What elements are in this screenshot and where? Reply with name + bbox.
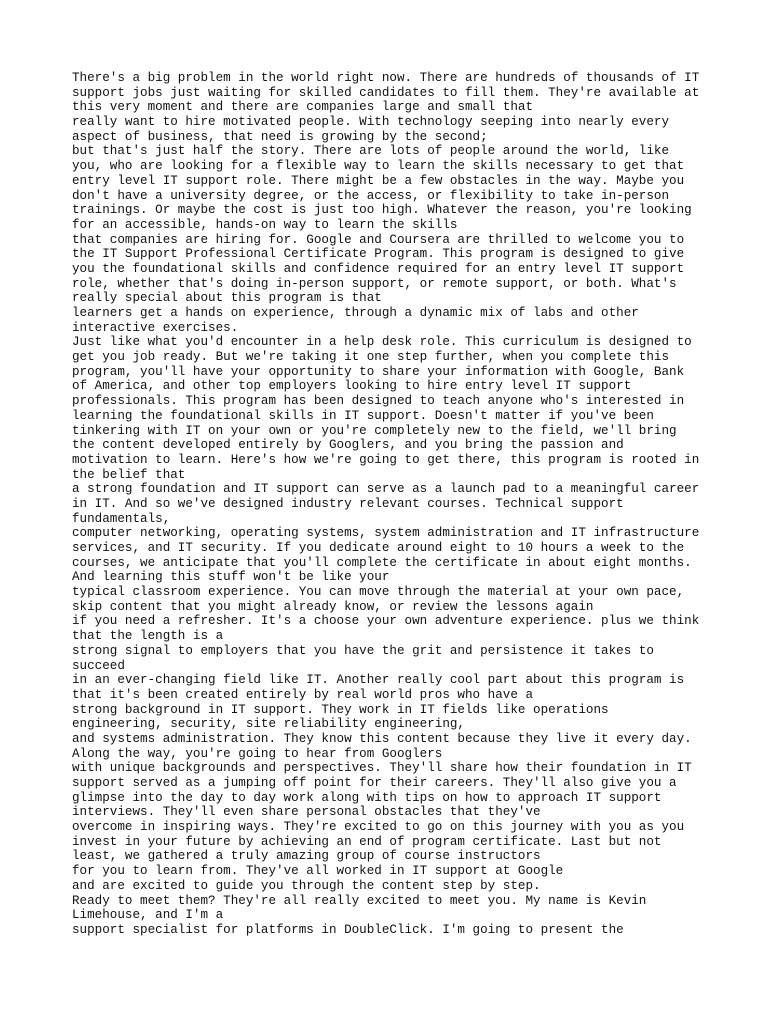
text-line: don't have a university degree, or the access, or flexibility to take in-person <box>72 188 670 203</box>
text-line: role, whether that's doing in-person support, or remote support, or both. What's <box>72 276 677 291</box>
text-line: support served as a jumping off point for their careers. They'll also give you a <box>72 776 677 790</box>
text-line: entry level IT support role. There might be a few obstacles in the way. Maybe you <box>72 173 685 188</box>
text-line: Limehouse, and I'm a <box>72 908 224 923</box>
text-line: get you job ready. But we're taking it one step further, when you complete this <box>72 350 670 365</box>
text-line: but that's just half the story. There are lots of people around the world, like <box>72 144 670 159</box>
text-line: aspect of business, that need is growing by the second; <box>72 129 488 144</box>
text-line: of America, and other top employers looking to hire entry level IT support <box>72 379 632 394</box>
text-line: that the length is a <box>72 629 224 644</box>
text-line: the content developed entirely by Googlers, and you bring the passion and <box>72 438 624 453</box>
text-line: services, and IT security. If you dedicate around eight to 10 hours a week to the <box>72 541 685 555</box>
text-line: Along the way, you're going to hear from Googlers <box>72 746 443 761</box>
text-line: There's a big problem in the world right now. There are hundreds of thousands of IT <box>72 71 700 85</box>
text-line: least, we gathered a truly amazing group of course instructors <box>72 849 541 864</box>
text-line: in an ever-changing field like IT. Another really cool part about this program is <box>72 673 685 688</box>
text-line: and systems administration. They know this content because they live it every day. <box>72 731 692 746</box>
text-line: you, who are looking for a flexible way to learn the skills necessary to get that <box>72 159 685 174</box>
text-line: a strong foundation and IT support can serve as a launch pad to a meaningful career <box>72 482 700 497</box>
text-line: fundamentals, <box>72 511 171 526</box>
text-line: the IT Support Professional Certificate Program. This program is designed to give <box>72 247 685 262</box>
text-line: glimpse into the day to day work along with tips on how to approach IT support <box>72 790 662 805</box>
text-line: interviews. They'll even share personal obstacles that they've <box>72 805 541 820</box>
text-line: this very moment and there are companies large and small that <box>72 100 534 115</box>
text-line: the belief that <box>72 467 186 482</box>
text-line: really want to hire motivated people. With technology seeping into nearly every <box>72 115 670 130</box>
text-line: and are excited to guide you through the content step by step. <box>72 878 541 893</box>
text-line: for an accessible, hands-on way to learn the skills <box>72 217 458 232</box>
text-line: that companies are hiring for. Google and Coursera are thrilled to welcome you to <box>72 232 685 247</box>
text-line: in IT. And so we've designed industry relevant courses. Technical support <box>72 496 624 511</box>
text-line: typical classroom experience. You can move through the material at your own pace, <box>72 585 685 600</box>
text-line: interactive exercises. <box>72 320 239 335</box>
text-line: And learning this stuff won't be like your <box>72 570 390 585</box>
text-line: engineering, security, site reliability engineering, <box>72 717 465 732</box>
text-line: tinkering with IT on your own or you're completely new to the field, we'll bring <box>72 423 677 438</box>
text-line: strong background in IT support. They work in IT fields like operations <box>72 702 609 717</box>
text-line: support specialist for platforms in DoubleClick. I'm going to present the <box>72 922 624 937</box>
text-line: learners get a hands on experience, through a dynamic mix of labs and other <box>72 306 639 320</box>
text-line: for you to learn from. They've all worked in IT support at Google <box>72 864 564 879</box>
text-line: really special about this program is that <box>72 291 382 306</box>
text-line: that it's been created entirely by real world pros who have a <box>72 687 534 702</box>
text-line: with unique backgrounds and perspectives. They'll share how their foundation in IT <box>72 761 692 776</box>
text-line: motivation to learn. Here's how we're going to get there, this program is rooted in <box>72 452 700 467</box>
text-line: if you need a refresher. It's a choose your own adventure experience. plus we think <box>72 614 700 629</box>
text-line: professionals. This program has been designed to teach anyone who's interested in <box>72 394 685 409</box>
document-page <box>72 71 712 938</box>
text-line: trainings. Or maybe the cost is just too high. Whatever the reason, you're looking <box>72 203 692 218</box>
text-line: support jobs just waiting for skilled candidates to fill them. They're available at <box>72 85 700 100</box>
text-line: overcome in inspiring ways. They're excited to go on this journey with you as you <box>72 820 685 835</box>
text-line: you the foundational skills and confidence required for an entry level IT support <box>72 261 685 276</box>
text-line: courses, we anticipate that you'll complete the certificate in about eight months. <box>72 555 692 570</box>
text-line: computer networking, operating systems, system administration and IT infrastructure <box>72 526 700 541</box>
text-line: strong signal to employers that you have the grit and persistence it takes to <box>72 643 654 658</box>
text-line: learning the foundational skills in IT support. Doesn't matter if you've been <box>72 408 654 423</box>
text-line: skip content that you might already know, or review the lessons again <box>72 599 594 614</box>
text-line: succeed <box>72 658 125 673</box>
text-line: Just like what you'd encounter in a help desk role. This curriculum is designed to <box>72 335 692 350</box>
text-line: Ready to meet them? They're all really excited to meet you. My name is Kevin <box>72 893 647 908</box>
text-line: program, you'll have your opportunity to share your information with Google, Bank <box>72 364 685 379</box>
text-line: invest in your future by achieving an end of program certificate. Last but not <box>72 834 662 849</box>
